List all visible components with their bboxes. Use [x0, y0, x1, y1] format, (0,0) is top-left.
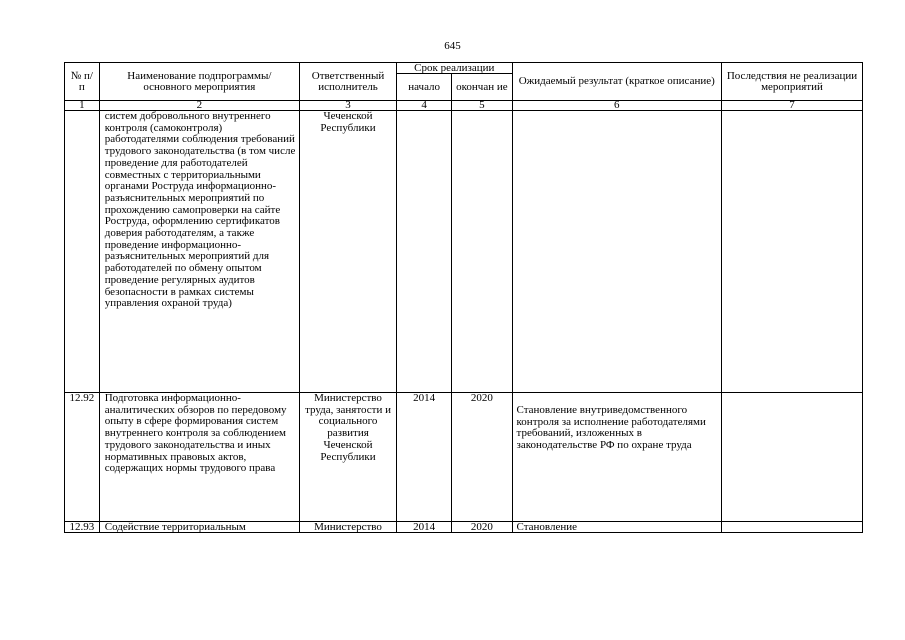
expected-result: [512, 111, 721, 393]
end-year: [452, 111, 512, 393]
header-consequence: Последствия не реализации мероприятий: [721, 63, 862, 101]
measure-name: систем добровольного внутреннего контроля (самоконтроля) работодателями соблюдения требований трудового законодательства (в том числе проведение для работодателей совместных с территориальными органами Роструда информационно-разъяснительных мероприятий по прохождению самопроверки на сайте Роструда, оформлению сертификатов доверия работодателям, а также проведение информационно-разъяснительных мероприятий для работодателей по обмену опытом проведение регулярных аудитов безопасности в рамках системы управления охраной труда): [99, 111, 299, 393]
header-term: Срок реализации: [397, 63, 512, 74]
end-year: [452, 522, 512, 533]
end-year: 2020: [452, 393, 512, 522]
column-number: 1: [65, 101, 100, 111]
row-number: [65, 522, 100, 533]
column-number: 7: [721, 101, 862, 111]
measure-name: Подготовка информационно-аналитических обзоров по передовому опыту в сфере формирования систем внутреннего контроля за соблюдением трудового законодательства и иных нормативных правовых актов, содержащих нормы трудового права: [99, 393, 299, 522]
header-start: начало: [397, 74, 452, 101]
row-number: [65, 111, 100, 393]
table-row: [65, 522, 863, 533]
consequence: [721, 111, 862, 393]
consequence-text: [725, 522, 859, 532]
expected-result: [512, 522, 721, 533]
executor-text: Министерство: [314, 522, 382, 532]
row-number-text: 12.93: [69, 522, 95, 532]
header-executor: Ответственный исполнитель: [299, 63, 396, 101]
expected-result: [512, 393, 721, 522]
column-number: 5: [452, 101, 512, 111]
table-row: [65, 111, 863, 393]
consequence: [721, 393, 862, 522]
column-number: 3: [299, 101, 396, 111]
measure-name-text: Содействие территориальным: [104, 522, 246, 532]
expected-result-text: Становление: [516, 522, 577, 532]
start-year: [397, 522, 452, 533]
table-row: [65, 393, 863, 522]
column-number: 2: [99, 101, 299, 111]
executor: [299, 522, 396, 533]
expected-result-text: Становление внутриведомственного контроля за исполнение работодателями требований, изложенных в законодательстве РФ по охране труда: [516, 404, 706, 452]
measure-name: [99, 522, 299, 533]
start-year: [397, 111, 452, 393]
header-number: № п/п: [65, 63, 100, 101]
start-year-text: 2014: [413, 522, 436, 532]
row-number: 12.92: [65, 393, 100, 522]
executor: Чеченской Республики: [299, 111, 396, 393]
column-numbers-row: [65, 101, 863, 111]
header-end: окончан ие: [452, 74, 512, 101]
executor: Министерство труда, занятости и социального развития Чеченской Республики: [299, 393, 396, 522]
header-result: Ожидаемый результат (краткое описание): [512, 63, 721, 101]
end-year-text: 2020: [470, 522, 493, 532]
column-number: 4: [397, 101, 452, 111]
consequence: [721, 522, 862, 533]
start-year: 2014: [397, 393, 452, 522]
page-number: 645: [444, 40, 461, 52]
column-number: 6: [512, 101, 721, 111]
header-name: Наименование подпрограммы/ основного мероприятия: [99, 63, 299, 101]
measures-table: [64, 62, 863, 533]
